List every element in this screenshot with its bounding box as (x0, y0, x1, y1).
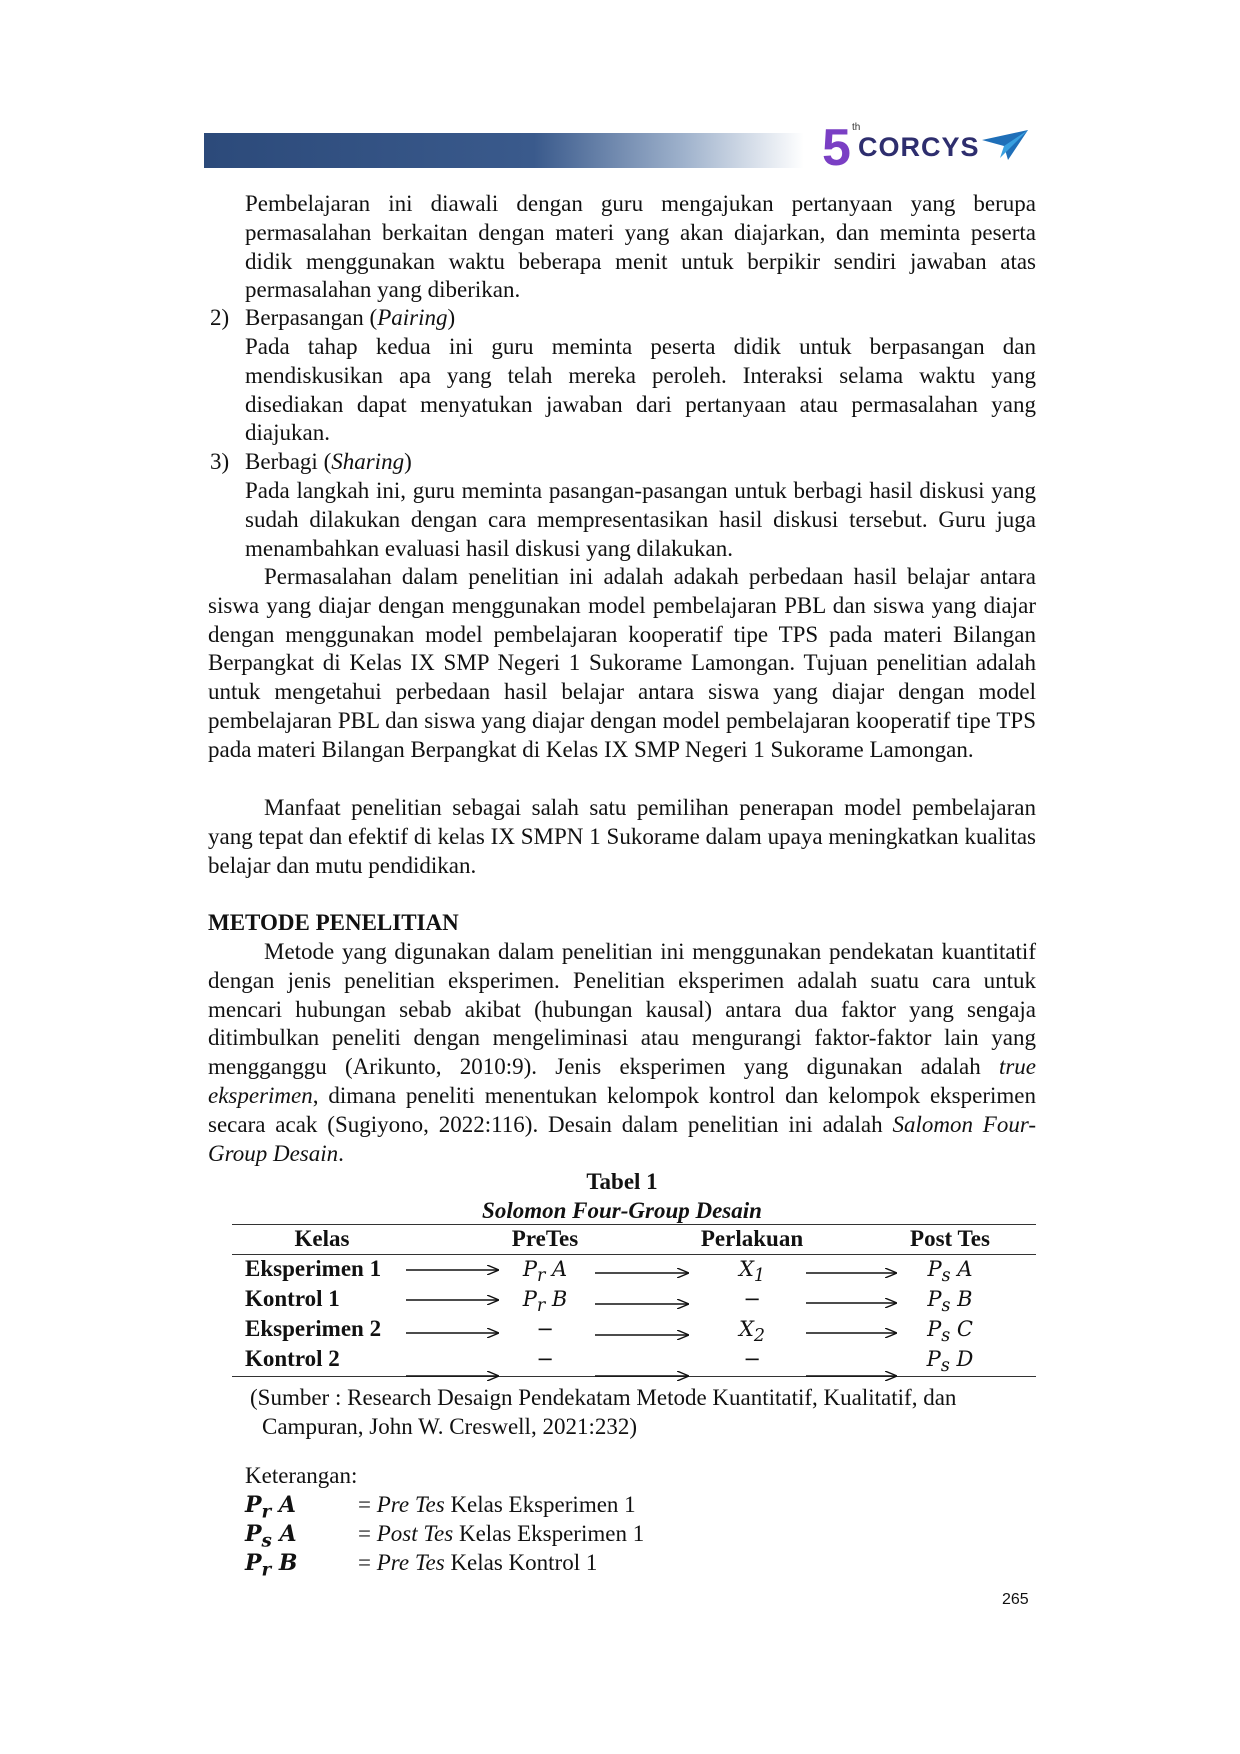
row1-posttes: $P_s$ A (927, 1257, 973, 1287)
header-kelas: Kelas (294, 1226, 350, 1251)
header-pretes: PreTes (511, 1226, 579, 1251)
flow-arrows (232, 1224, 1036, 1384)
step2-term: Pairing (377, 305, 448, 330)
ket-def-3 (358, 1549, 597, 1578)
row4-kelas: Kontrol 2 (245, 1346, 340, 1371)
logo-number: 5 (822, 119, 851, 177)
section-heading: METODE PENELITIAN (208, 910, 459, 935)
header-banner (204, 133, 804, 168)
method-em-1: true eksperimen (208, 1054, 1036, 1108)
method-text-2: , dimana peneliti menentukan kelompok kontrol dan kelompok eksperimen secara acak (Sugiyono, 2022:116). Desain dalam penelitian ini adalah (208, 1082, 1036, 1137)
row3-perlakuan: $X_2$ (738, 1317, 766, 1347)
row4-pretes: − (536, 1347, 554, 1371)
ket-rest-2: Kelas Eksperimen 1 (453, 1521, 645, 1546)
row1-pretes: $P_r$ A (522, 1257, 568, 1287)
ket-rest-3: Kelas Kontrol 1 (444, 1550, 598, 1575)
ket-def-2 (358, 1520, 644, 1549)
table-number: Tabel 1 (586, 1169, 658, 1194)
ket-eq-3: = (358, 1550, 377, 1575)
ket-em-3: Pre Tes (376, 1550, 445, 1575)
step2-title-text: Berpasangan (245, 305, 364, 330)
ket-sym-1: $P_r$ A (245, 1492, 296, 1523)
step2-number: 2) (210, 305, 230, 330)
ket-rest-1: Kelas Eksperimen 1 (444, 1492, 636, 1517)
method-em-2: Salomon Four-Group Desain (208, 1111, 1037, 1166)
step2-title: Berpasangan (Pairing) (245, 305, 456, 330)
ket-eq-1: = (358, 1492, 377, 1517)
row2-posttes: $P_s$ B (927, 1287, 973, 1317)
header-perlakuan: Perlakuan (700, 1226, 804, 1251)
method-text-1: Metode yang digunakan dalam penelitian ini menggunakan pendekatan kuantitatif dengan jenis penelitian eksperimen. Penelitian eksperimen adalah suatu cara untuk mencari hubungan sebab akibat (hubungan kausal) antara dua faktor yang sengaja ditimbulkan peneliti dengan mengeliminasi atau mengurangi faktor-faktor lain yang mengganggu (Arikunto, 2010:9). Jenis eksperimen yang digunakan adalah (208, 939, 1036, 1080)
paper-plane-icon (982, 130, 1028, 160)
step2-body: Pada tahap kedua ini guru meminta peserta didik untuk berpasangan dan mendiskusikan apa yang telah mereka peroleh. Interaksi selama waktu yang disediakan dapat menyatukan jawaban dari pertanyaan atau permasalahan yang diajukan. (245, 334, 1036, 446)
header-posttes: Post Tes (910, 1226, 990, 1251)
logo-text: CORCYS (858, 132, 980, 162)
method-paragraph (208, 938, 1036, 1168)
ket-em-1: Pre Tes (376, 1492, 445, 1517)
row3-posttes: $P_s$ C (927, 1317, 973, 1347)
row4-posttes: $P_s$ D (926, 1347, 974, 1377)
benefit-paragraph: Manfaat penelitian sebagai salah satu pemilihan penerapan model pembelajaran yang tepat dan efektif di kelas IX SMPN 1 Sukorame dalam upaya meningkatkan kualitas belajar dan mutu pendidikan. (208, 795, 1036, 878)
row1-perlakuan: $X_1$ (738, 1257, 766, 1287)
logo-superscript: th (852, 122, 861, 133)
table-source-text: (Sumber : Research Desaign Pendekatam Metode Kuantitatif, Kualitatif, dan Campuran, John W. Creswell, 2021:232) (250, 1385, 957, 1439)
step3-number: 3) (210, 449, 230, 474)
step3-title-text: Berbagi (245, 449, 318, 474)
table-source (250, 1384, 1030, 1442)
row2-kelas: Kontrol 1 (245, 1286, 340, 1311)
method-text-3: . (338, 1140, 344, 1166)
step3-title: Berbagi (Sharing) (245, 449, 412, 474)
keterangan-label: Keterangan: (245, 1463, 358, 1488)
ket-def-1 (358, 1491, 636, 1520)
problem-paragraph: Permasalahan dalam penelitian ini adalah adakah perbedaan hasil belajar antara siswa yang diajar dengan menggunakan model pembelajaran PBL dan siswa yang diajar dengan menggunakan model pembelajaran kooperatif tipe TPS pada materi Bilangan Berpangkat di Kelas IX SMP Negeri 1 Sukorame Lamongan. Tujuan penelitian adalah untuk mengetahui perbedaan hasil belajar antara siswa yang diajar dengan model pembelajaran PBL dan siswa yang diajar dengan model pembelajaran kooperatif tipe TPS pada materi Bilangan Berpangkat di Kelas IX SMP Negeri 1 Sukorame Lamongan. (208, 564, 1036, 762)
row2-perlakuan: − (743, 1287, 761, 1311)
row3-pretes: − (536, 1317, 554, 1341)
row1-kelas: Eksperimen 1 (245, 1256, 382, 1281)
ket-eq-2: = (358, 1521, 377, 1546)
table-title: Solomon Four-Group Desain (482, 1198, 762, 1223)
row2-pretes: $P_r$ B (522, 1287, 568, 1317)
ket-sym-3: $P_r$ B (245, 1550, 298, 1581)
row3-kelas: Eksperimen 2 (245, 1316, 382, 1341)
row4-perlakuan: − (743, 1347, 761, 1371)
corcys-logo (822, 118, 1032, 178)
think-paragraph: Pembelajaran ini diawali dengan guru mengajukan pertanyaan yang berupa permasalahan berkaitan dengan materi yang akan diajarkan, dan meminta peserta didik menggunakan waktu beberapa menit untuk berpikir sendiri jawaban atas permasalahan yang diberikan. (245, 191, 1036, 303)
step3-term: Sharing (331, 449, 405, 474)
page-number: 265 (1002, 1591, 1029, 1608)
step3-body: Pada langkah ini, guru meminta pasangan-pasangan untuk berbagi hasil diskusi yang sudah dilakukan dengan cara mempresentasikan hasil diskusi tersebut. Guru juga menambahkan evaluasi hasil diskusi yang dilakukan. (245, 478, 1036, 561)
ket-em-2: Post Tes (376, 1521, 454, 1546)
ket-sym-2: $P_s$ A (245, 1521, 297, 1552)
